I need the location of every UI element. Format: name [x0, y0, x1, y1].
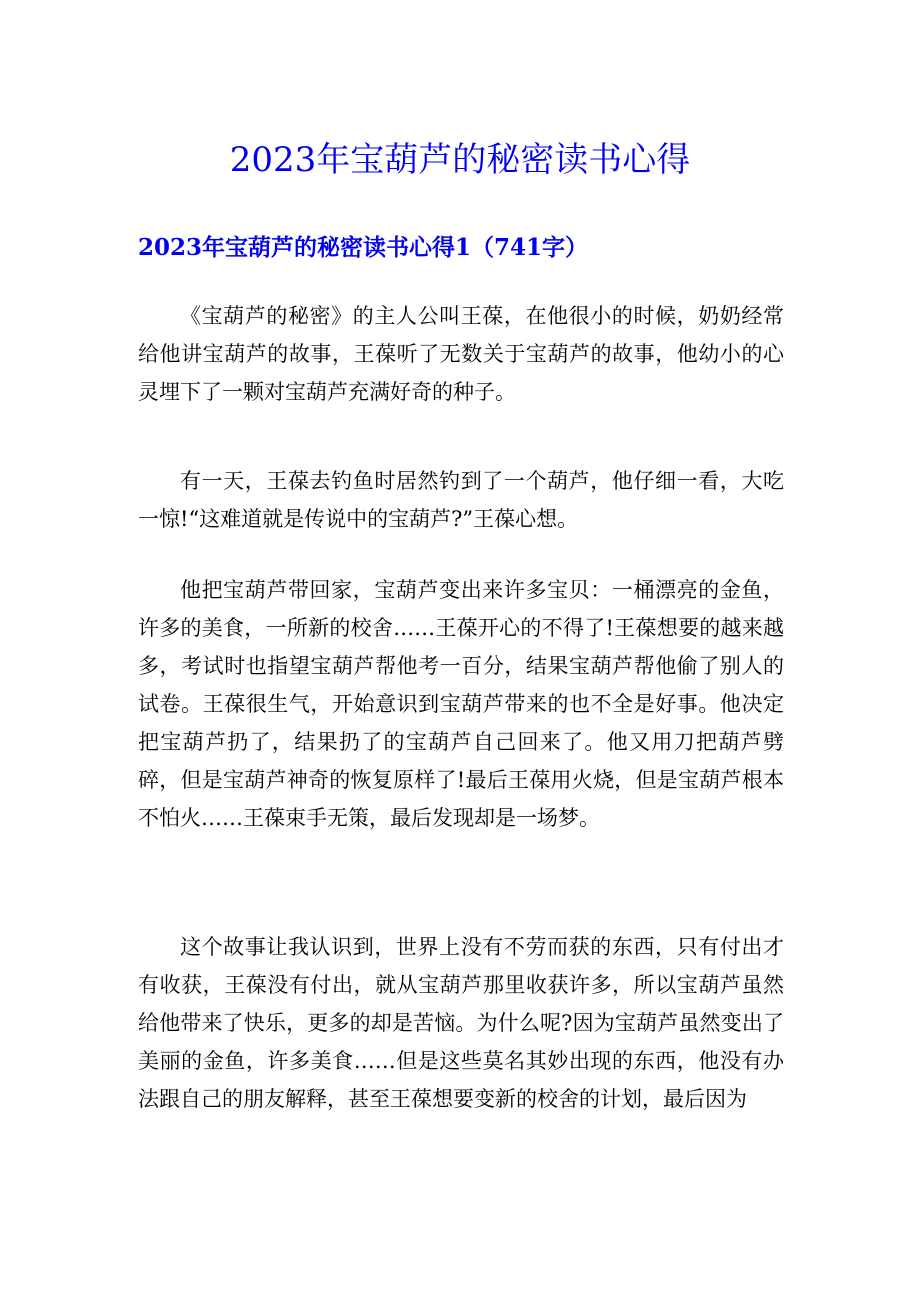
document-title: 2023年宝葫芦的秘密读书心得	[229, 140, 691, 180]
section-heading: 2023年宝葫芦的秘密读书心得1（741字）	[138, 234, 589, 261]
paragraph-4: 这个故事让我认识到，世界上没有不劳而获的东西，只有付出才有收获，王葆没有付出，就从宝葫芦那里收获许多，所以宝葫芦虽然给他带来了快乐，更多的却是苦恼。为什么呢?因为宝葫芦虽然变出了美丽的金鱼，许多美食……但是这些莫名其妙出现的东西，他没有办法跟自己的朋友解释，甚至王葆想要变新的校舍的计划，最后因为	[138, 935, 784, 1111]
paragraph-3: 他把宝葫芦带回家，宝葫芦变出来许多宝贝：一桶漂亮的金鱼，许多的美食，一所新的校舍……王葆开心的不得了!王葆想要的越来越多，考试时也指望宝葫芦帮他考一百分，结果宝葫芦帮他偷了别人的试卷。王葆很生气，开始意识到宝葫芦带来的也不全是好事。他决定把宝葫芦扔了，结果扔了的宝葫芦自己回来了。他又用刀把葫芦劈碎，但是宝葫芦神奇的恢复原样了!最后王葆用火烧，但是宝葫芦根本不怕火……王葆束手无策，最后发现却是一场梦。	[138, 578, 784, 830]
paragraph-2: 有一天，王葆去钓鱼时居然钓到了一个葫芦，他仔细一看，大吃一惊!“这难道就是传说中的宝葫芦?”王葆心想。	[138, 469, 784, 531]
paragraph-1: 《宝葫芦的秘密》的主人公叫王葆，在他很小的时候，奶奶经常给他讲宝葫芦的故事，王葆听了无数关于宝葫芦的故事，他幼小的心灵埋下了一颗对宝葫芦充满好奇的种子。	[138, 304, 784, 404]
